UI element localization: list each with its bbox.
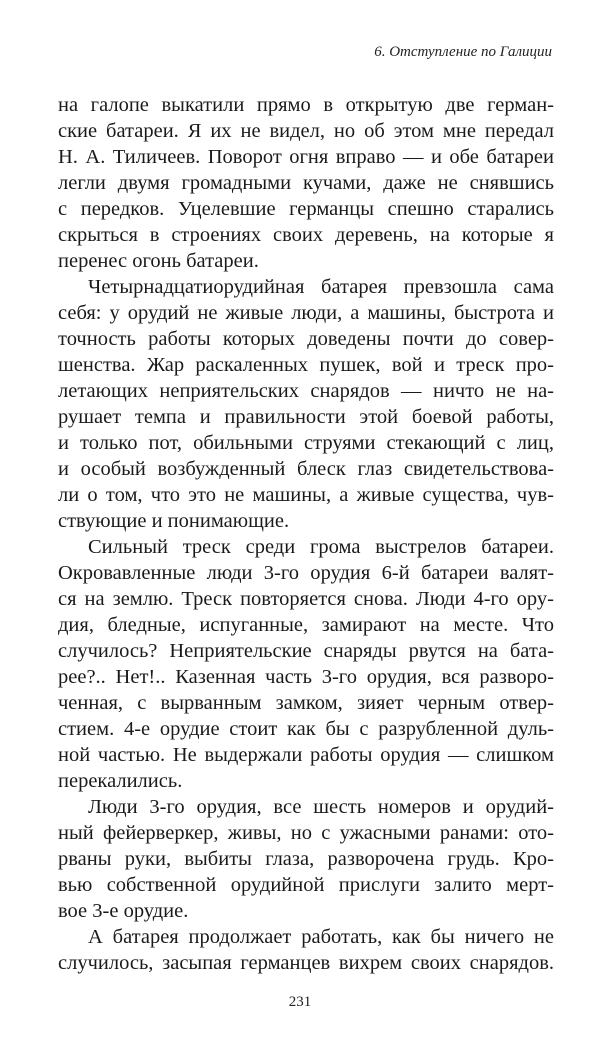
text-line: ли о том, что это не машины, а живые существа, чув- — [58, 484, 554, 506]
text-line: ские батареи. Я их не видел, но об этом мне передал — [58, 120, 554, 142]
text-line: рушает темпа и правильности этой боевой работы, — [58, 406, 554, 428]
text-line: и особый возбужденный блеск глаз свидетельствова- — [58, 458, 554, 480]
text-line: Сильный треск среди грома выстрелов батареи. — [88, 536, 554, 558]
text-line: дия, бледные, испуганные, замирают на месте. Что — [58, 614, 554, 636]
text-line: Люди 3-го орудия, все шесть номеров и орудий- — [88, 796, 554, 818]
text-line: перекалились. — [58, 770, 183, 792]
text-line: ченная, с вырванным замком, зияет черным отвер- — [58, 692, 554, 714]
text-line: А батарея продолжает работать, как бы ничего не — [88, 926, 554, 948]
text-line: рее?.. Нет!.. Казенная часть 3-го орудия, вся разворо- — [58, 666, 554, 688]
text-line: ный фейерверкер, живы, но с ужасными ранами: ото- — [58, 822, 554, 844]
text-line: с передков. Уцелевшие германцы спешно старались — [58, 198, 554, 220]
text-line: ной частью. Не выдержали работы орудия — слишком — [58, 744, 554, 766]
text-line: на галопе выкатили прямо в открытую две герман- — [58, 94, 554, 116]
text-line: летающих неприятельских снарядов — ничто не на- — [58, 380, 554, 402]
text-line: скрыться в строениях своих деревень, на которые я — [58, 224, 554, 246]
text-line: вью собственной орудийной прислуги залито мерт- — [58, 874, 554, 896]
text-line: шенства. Жар раскаленных пушек, вой и треск про- — [58, 354, 554, 376]
text-line: перенес огонь батареи. — [58, 250, 259, 272]
text-line: себя: у орудий не живые люди, а машины, быстрота и — [58, 302, 554, 324]
text-line: ствующие и понимающие. — [58, 510, 290, 532]
text-line: и только пот, обильными струями стекающий с лиц, — [58, 432, 554, 454]
text-line: случилось? Неприятельские снаряды рвутся на бата- — [58, 640, 554, 662]
text-line: рваны руки, выбиты глаза, разворочена грудь. Кро- — [58, 848, 554, 870]
text-line: точность работы которых доведены почти до совер- — [58, 328, 554, 350]
body-text — [58, 92, 554, 976]
text-line: вое 3-е орудие. — [58, 900, 189, 922]
text-line: Н. А. Тиличеев. Поворот огня вправо — и обе батареи — [58, 146, 554, 168]
text-line: стием. 4-е орудие стоит как бы с разрубленной дуль- — [58, 718, 554, 740]
text-line: Окровавленные люди 3-го орудия 6-й батареи валят- — [58, 562, 554, 584]
text-line: ся на землю. Треск повторяется снова. Люди 4-го ору- — [58, 588, 554, 610]
text-line: легли двумя громадными кучами, даже не снявшись — [58, 172, 554, 194]
page-number: 231 — [288, 994, 312, 1010]
running-head: 6. Отступление по Галиции — [374, 44, 552, 60]
text-line: случилось, засыпая германцев вихрем своих снарядов. — [58, 952, 554, 974]
text-line: Четырнадцатиорудийная батарея превзошла сама — [88, 276, 554, 298]
